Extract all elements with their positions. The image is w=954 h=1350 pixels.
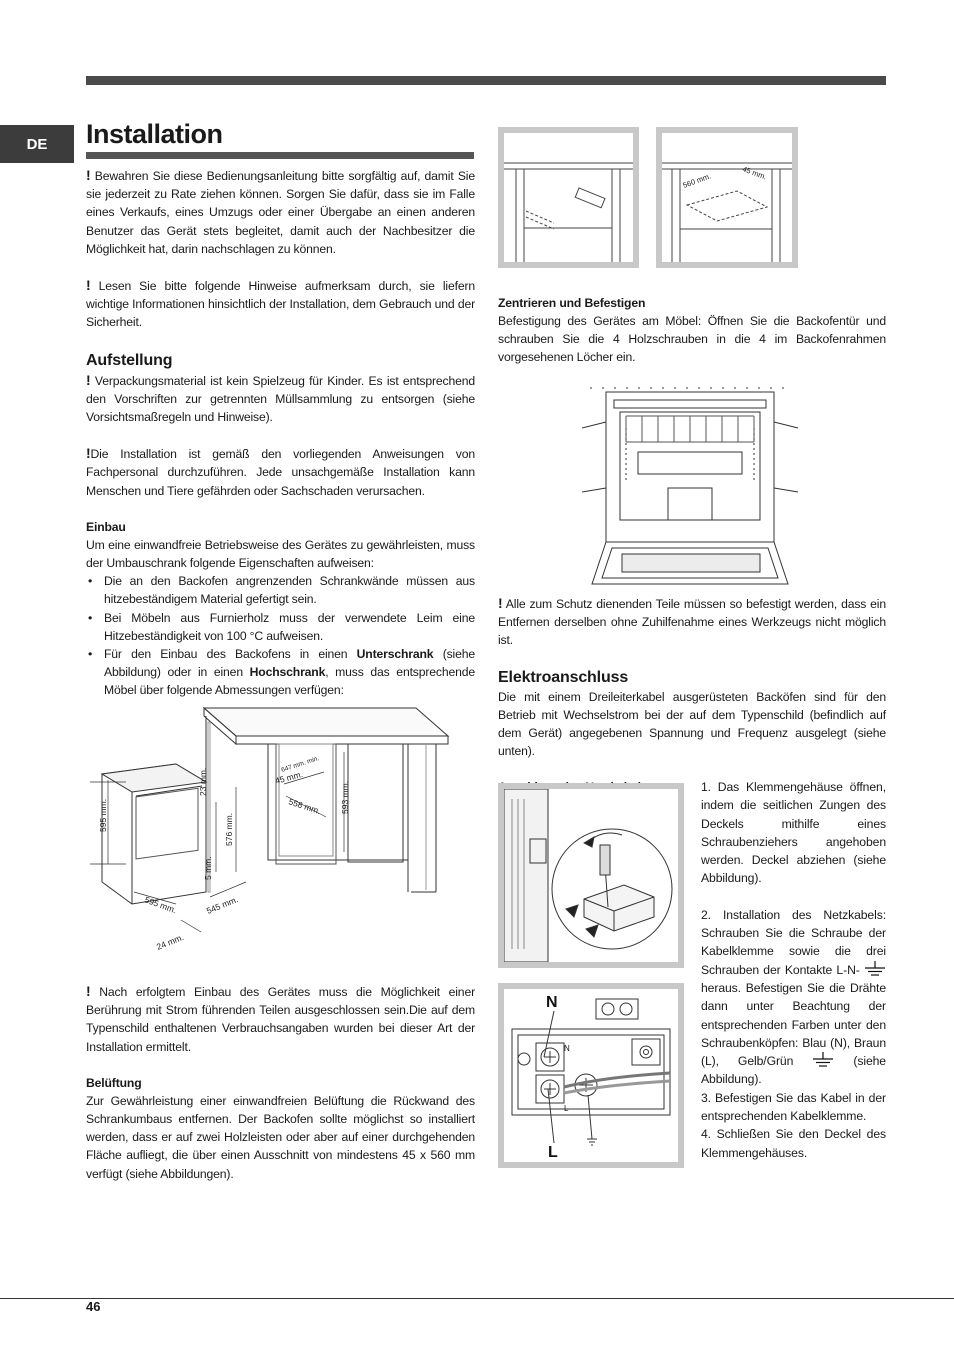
exclaim-mark: ! [86, 277, 91, 294]
left-column-bottom [86, 982, 475, 1183]
aufstellung-text-1: Verpackungsmaterial ist kein Spielzeug für Kinder. Es ist entsprechend den Vorschriften zur getrennten Müllsammlung zu entsorgen (siehe Vorsichtsmaßregeln und Hinweise). [86, 373, 475, 425]
step2-text-c: (siehe Abbildung). [701, 1054, 886, 1087]
ventilation-figure-1 [504, 133, 633, 262]
zentrieren-paragraph: Befestigung des Gerätes am Möbel: Öffnen Sie die Backofentür und schrauben Sie die 4 Holzschrauben in die 4 im Backofenrahmen vorgesehenen Löcher ein. [498, 314, 886, 365]
bullet3-bold-unterschrank: Unterschrank [356, 647, 434, 662]
bullet3-text-e: , muss das entsprechende Möbel über folgende Abmessungen verfügen: [104, 665, 475, 698]
schutz-paragraph [498, 594, 886, 650]
schutz-text: Alle zum Schutz dienenden Teile müssen so befestigt werden, dass ein Entfernen derselben ohne Zuhilfenahme eines Werkzeugs nicht möglich ist. [498, 597, 886, 648]
cabinet-installation-figure [86, 692, 476, 962]
dim-label: 558 mm. [287, 796, 322, 817]
einbau-list [86, 572, 475, 699]
dim-label: 647 mm. min. [280, 755, 321, 774]
step-4: 4. Schließen Sie den Deckel des Klemmengehäuses. [701, 1127, 886, 1160]
exclaim-mark: ! [86, 983, 91, 999]
after-figure-paragraph [86, 982, 475, 1056]
einbau-heading: Einbau [86, 519, 126, 534]
intro-text-1: Bewahren Sie diese Bedienungsanleitung bitte sorgfältig auf, damit Sie sie jederzeit zu Rate ziehen können. Sorgen Sie dafür, dass sie im Falle eines Verkaufs, eines Umzugs oder einer Übergabe an einen anderen Benutzer das Gerät stets begleitet, damit auch der Nachbesitzer die Möglichkeit hat, darin nachschlagen zu können. [86, 169, 475, 256]
right-column-middle [498, 594, 886, 796]
step-1: 1. Das Klemmengehäuse öffnen, indem die seitlichen Zungen des Deckels mithilfe eines Schraubenziehers angehoben werden. Deckel abziehen (siehe Abbildung). [701, 780, 886, 886]
dim-label: 560 mm. [681, 171, 713, 190]
page-number: 46 [86, 1299, 101, 1314]
aufstellung-paragraph-2 [86, 444, 475, 500]
ventilation-figure-2-frame [656, 127, 798, 268]
wiring-steps [701, 778, 886, 1162]
dim-label: 5 mm. [203, 856, 213, 880]
oven-fixing-figure [582, 380, 804, 595]
bullet3-bold-hochschrank: Hochschrank [249, 665, 326, 680]
exclaim-mark: ! [86, 167, 91, 183]
exclaim-mark: ! [86, 371, 91, 388]
top-rule [86, 76, 886, 85]
dim-label: 593 mm. [340, 780, 350, 814]
dim-label: 576 mm. [224, 812, 234, 846]
step2-text-b: heraus. Befestigen Sie die Drähte dann unter Beachtung der entsprechenden Farben unter den Schraubenköpfen: Blau (N), Braun (L), Gelb/Grün [701, 980, 886, 1069]
wire-label-n: N [546, 994, 558, 1011]
aufstellung-paragraph-1 [86, 371, 475, 427]
step-2 [701, 906, 886, 1089]
elektro-paragraph: Die mit einem Dreileiterkabel ausgerüsteten Backöfen sind für den Betrieb mit Wechselstrom bei der auf dem Typenschild (befindlich auf dem Gerät) angegebenen Spannung und Frequenz ausgelegt (siehe unten). [498, 689, 886, 759]
intro-paragraph-1 [86, 166, 475, 258]
wire-label-l: L [548, 1144, 558, 1161]
dim-label: 24 mm. [155, 931, 186, 952]
dim-label: 545 mm. [205, 894, 240, 916]
footer-rule [0, 1298, 954, 1299]
einbau-paragraph: Um eine einwandfreie Betriebsweise des Gerätes zu gewährleisten, muss der Umbauschrank folgende Eigenschaften aufweisen: [86, 537, 475, 571]
wiring-figure-frame [498, 983, 684, 1168]
zentrieren-heading: Zentrieren und Befestigen [498, 296, 646, 310]
wiring-diagram [504, 989, 678, 1162]
terminal-box-figure [504, 789, 678, 962]
dim-label: 23 mm. [198, 767, 208, 796]
aufstellung-text-2: Die Installation ist gemäß den vorliegenden Anweisungen von Fachpersonal durchzuführen. Jede unsachgemäße Installation kann Menschen und Tiere gefährden oder Sachschaden verursachen. [86, 447, 475, 498]
language-tab [0, 125, 74, 163]
belueftung-heading: Belüftung [86, 1075, 142, 1090]
ground-icon [864, 961, 886, 977]
bullet3-text-c: (siehe Abbildung) oder in einen [104, 647, 475, 680]
bullet3-text-a: Für den Einbau des Backofens in einen [104, 647, 357, 662]
terminal-box-figure-frame [498, 783, 684, 968]
after-figure-text: Nach erfolgtem Einbau des Gerätes muss die Möglichkeit einer Berührung mit Strom führenden Teilen ausgeschlossen sein.Die auf dem Typenschild enthaltenen Verbrauchsangaben wurden bei dieser Art der Installation ermittelt. [86, 985, 475, 1054]
elektro-heading: Elektroanschluss [498, 668, 629, 686]
belueftung-paragraph: Zur Gewährleistung einer einwandfreien Belüftung die Rückwand des Schrankumbaus entfernen. Der Backofen sollte möglichst so installiert werden, dass er auf zwei Holzleisten oder aber auf einer durchgehenden Fläche aufliegt, die über einen Ausschnitt von mindestens 45 x 560 mm verfügt (siehe Abbildungen). [86, 1093, 475, 1181]
left-column-top [86, 166, 475, 700]
right-column-top [498, 294, 886, 367]
page-title: Installation [86, 116, 474, 159]
list-item: • Die an den Backofen angrenzenden Schrankwände müssen aus hitzebeständigem Material gefertigt sein. [86, 572, 475, 608]
exclaim-mark: ! [86, 445, 91, 462]
ventilation-figure-2 [662, 133, 792, 262]
language-code: DE [26, 135, 48, 153]
list-item: • Bei Möbeln aus Furnierholz muss der verwendete Leim eine Hitzebeständigkeit von 100 °C aufweisen. [86, 609, 475, 645]
dim-label: 45 mm. [273, 768, 304, 786]
ventilation-figure-1-frame [498, 127, 639, 268]
ground-icon [812, 1052, 834, 1068]
step-3: 3. Befestigen Sie das Kabel in der entsprechenden Kabelklemme. [701, 1090, 886, 1124]
intro-paragraph-2 [86, 276, 475, 332]
exclaim-mark: ! [498, 595, 503, 611]
dim-label: 595 mm. [143, 894, 178, 916]
terminal-label-n: N [564, 1044, 570, 1053]
step2-text-a: 2. Installation des Netzkabels: Schrauben Sie die Schraube der Kabelklemme sowie die drei Schrauben der Kontakte L-N- [701, 907, 886, 977]
dim-label: 595 mm. [98, 798, 108, 832]
terminal-label-l: L [564, 1104, 569, 1113]
dim-label: 45 mm. [741, 164, 768, 182]
intro-text-2: Lesen Sie bitte folgende Hinweise aufmerksam durch, sie liefern wichtige Informationen hinsichtlich der Installation, dem Gebrauch und der Sicherheit. [86, 279, 475, 330]
aufstellung-heading: Aufstellung [86, 351, 173, 369]
